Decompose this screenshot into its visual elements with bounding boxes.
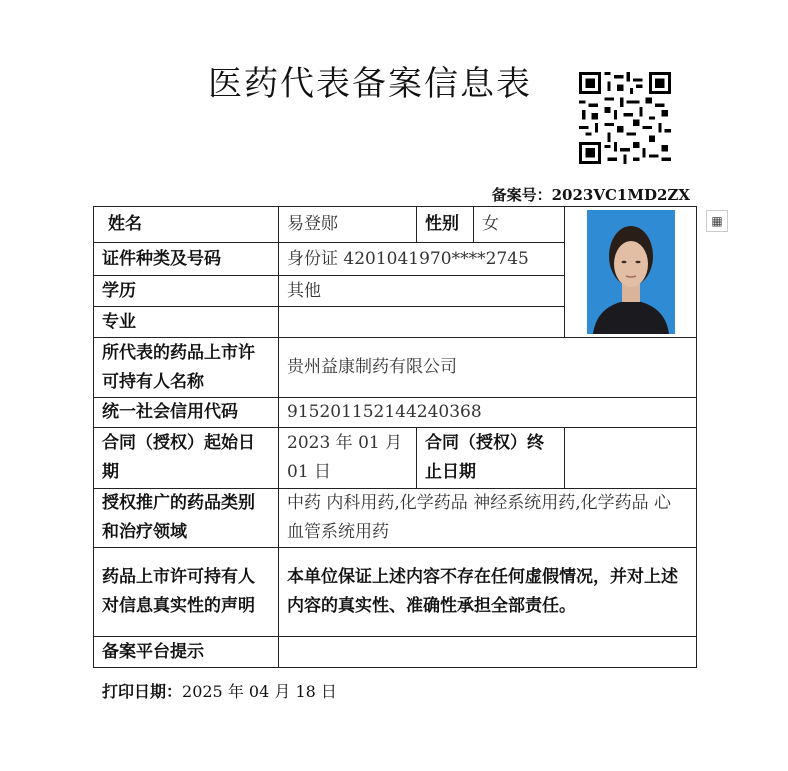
- qr-code: [579, 72, 671, 164]
- gender-value: 女: [474, 207, 565, 243]
- start-date-value: 2023 年 01 月 01 日: [279, 428, 417, 489]
- credit-code-label: 统一社会信用代码: [94, 398, 279, 428]
- declaration-text: 本单位保证上述内容不存在任何虚假情况，并对上述内容的真实性、准确性承担全部责任。: [279, 548, 697, 637]
- platform-tip-label: 备案平台提示: [94, 637, 279, 668]
- major-label: 专业: [94, 307, 279, 338]
- name-label: 姓名: [94, 207, 279, 243]
- declaration-label: 药品上市许可持有人对信息真实性的声明: [94, 548, 279, 637]
- print-date: 打印日期：2025 年 04 月 18 日: [102, 682, 337, 701]
- education-value: 其他: [279, 276, 565, 307]
- credit-code-value: 915201152144240368: [279, 398, 697, 428]
- id-label: 证件种类及号码: [94, 243, 279, 276]
- gender-label: 性别: [417, 207, 474, 243]
- scope-label: 授权推广的药品类别和治疗领域: [94, 489, 279, 548]
- photo-cell: [565, 207, 697, 338]
- info-table: [93, 206, 697, 668]
- end-date-label: 合同（授权）终止日期: [417, 428, 565, 489]
- platform-tip-value: [279, 637, 697, 668]
- holder-label: 所代表的药品上市许可持有人名称: [94, 338, 279, 398]
- id-value: 身份证 4201041970****2745: [279, 243, 565, 276]
- holder-value: 贵州益康制药有限公司: [279, 338, 697, 398]
- name-value: 易登郧: [279, 207, 417, 243]
- page-title: 医药代表备案信息表: [208, 64, 532, 104]
- portrait-photo: [587, 210, 675, 334]
- end-date-value: [565, 428, 697, 489]
- start-date-label: 合同（授权）起始日期: [94, 428, 279, 489]
- major-value: [279, 307, 565, 338]
- qr-scan-icon[interactable]: ▦: [706, 210, 728, 232]
- record-number: 备案号：2023VC1MD2ZX: [491, 186, 690, 204]
- scope-value: 中药 内科用药,化学药品 神经系统用药,化学药品 心血管系统用药: [279, 489, 697, 548]
- education-label: 学历: [94, 276, 279, 307]
